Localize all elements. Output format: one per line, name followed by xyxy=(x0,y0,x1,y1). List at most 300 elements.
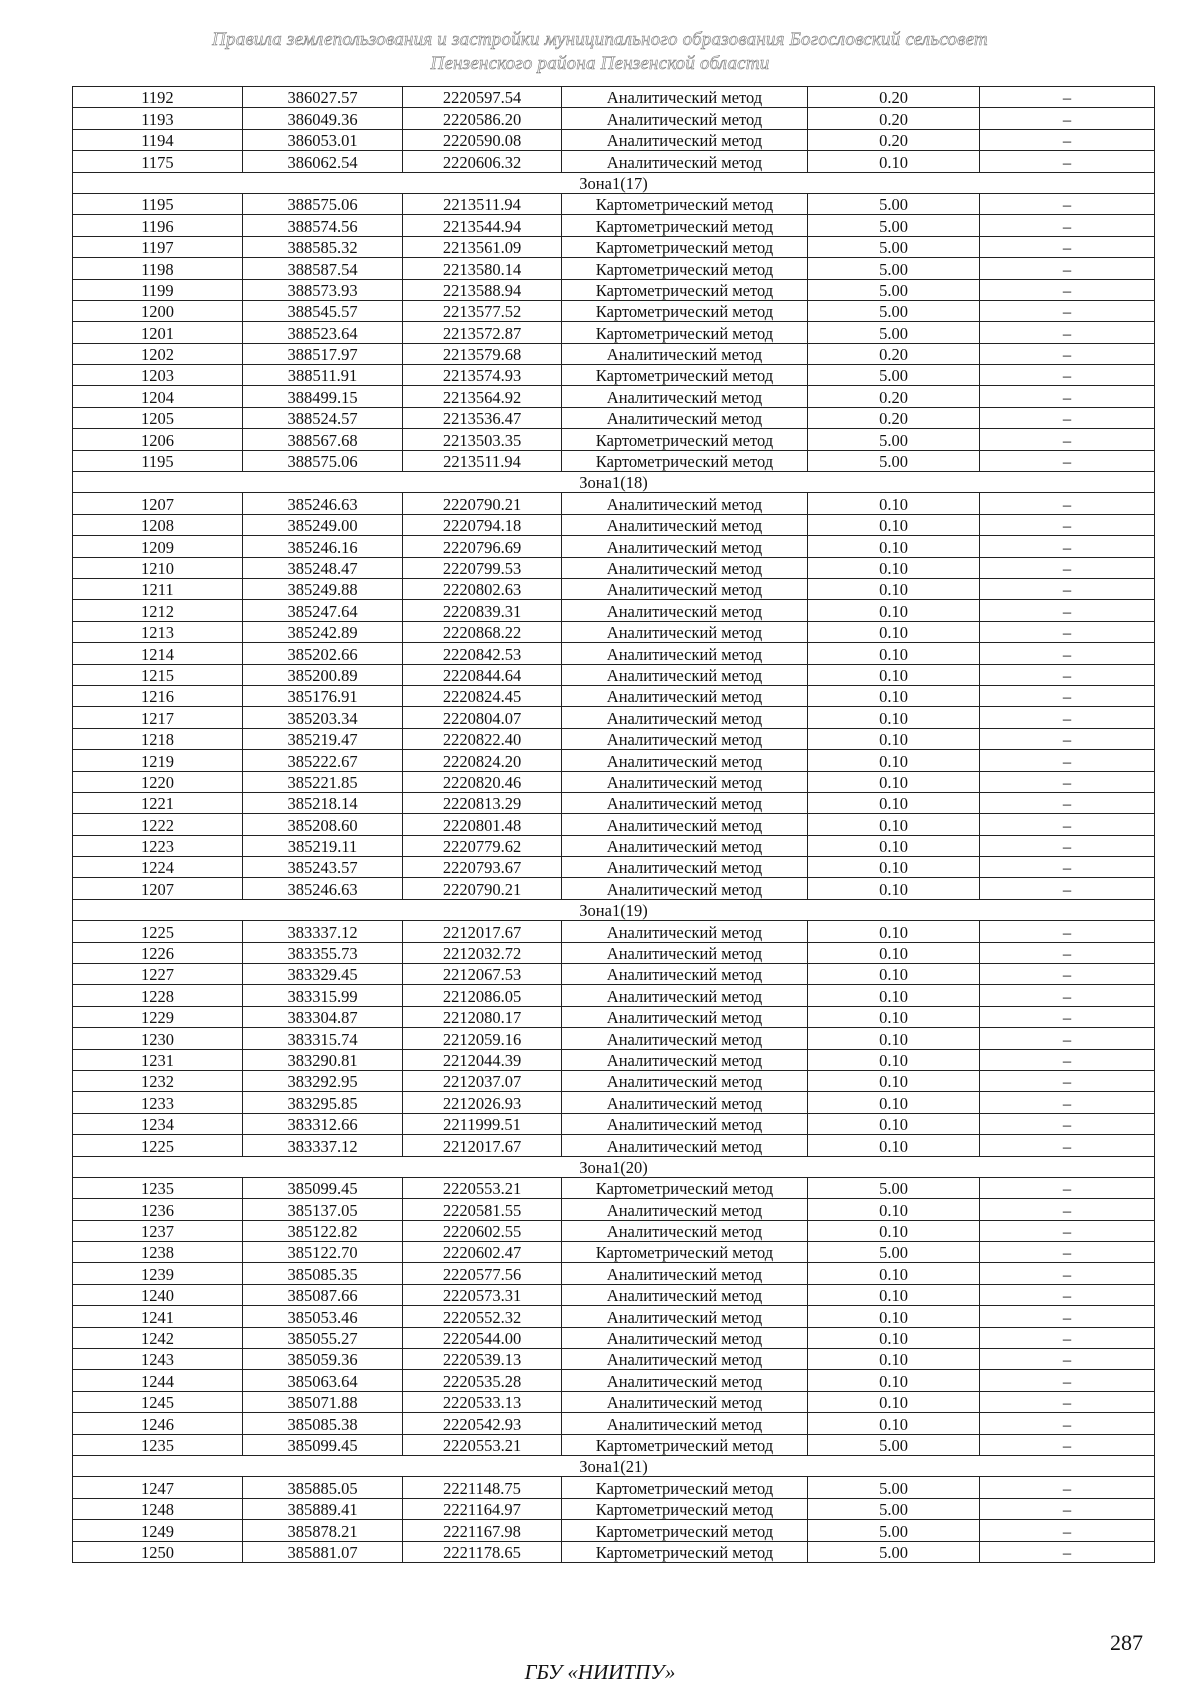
x-coordinate-cell: 388499.15 xyxy=(243,386,403,407)
point-number-cell: 1233 xyxy=(73,1092,243,1113)
accuracy-cell: 0.10 xyxy=(808,621,980,642)
accuracy-cell: 0.20 xyxy=(808,407,980,428)
description-cell: – xyxy=(980,1477,1155,1498)
accuracy-cell: 0.10 xyxy=(808,151,980,172)
y-coordinate-cell: 2220793.67 xyxy=(403,857,562,878)
zone-label: Зона1(17) xyxy=(73,172,1155,193)
x-coordinate-cell: 385249.00 xyxy=(243,514,403,535)
document-header xyxy=(0,28,1200,76)
description-cell: – xyxy=(980,1135,1155,1156)
y-coordinate-cell: 2212037.07 xyxy=(403,1070,562,1091)
y-coordinate-cell: 2220824.20 xyxy=(403,750,562,771)
description-cell: – xyxy=(980,1028,1155,1049)
y-coordinate-cell: 2220573.31 xyxy=(403,1284,562,1305)
accuracy-cell: 5.00 xyxy=(808,258,980,279)
coordinates-table-body xyxy=(73,87,1155,1563)
x-coordinate-cell: 386053.01 xyxy=(243,129,403,150)
x-coordinate-cell: 388523.64 xyxy=(243,322,403,343)
method-cell: Аналитический метод xyxy=(562,621,808,642)
x-coordinate-cell: 385099.45 xyxy=(243,1434,403,1455)
x-coordinate-cell: 383290.81 xyxy=(243,1049,403,1070)
accuracy-cell: 5.00 xyxy=(808,1242,980,1263)
table-row xyxy=(73,386,1155,407)
point-number-cell: 1226 xyxy=(73,942,243,963)
accuracy-cell: 0.10 xyxy=(808,728,980,749)
table-row xyxy=(73,557,1155,578)
description-cell: – xyxy=(980,1349,1155,1370)
method-cell: Картометрический метод xyxy=(562,1434,808,1455)
accuracy-cell: 0.10 xyxy=(808,1263,980,1284)
accuracy-cell: 0.10 xyxy=(808,685,980,706)
accuracy-cell: 0.10 xyxy=(808,750,980,771)
accuracy-cell: 0.20 xyxy=(808,129,980,150)
accuracy-cell: 0.10 xyxy=(808,1220,980,1241)
x-coordinate-cell: 385221.85 xyxy=(243,771,403,792)
x-coordinate-cell: 385219.11 xyxy=(243,835,403,856)
accuracy-cell: 0.10 xyxy=(808,1327,980,1348)
method-cell: Аналитический метод xyxy=(562,386,808,407)
description-cell: – xyxy=(980,942,1155,963)
method-cell: Картометрический метод xyxy=(562,1477,808,1498)
description-cell: – xyxy=(980,878,1155,899)
point-number-cell: 1207 xyxy=(73,493,243,514)
table-row xyxy=(73,1263,1155,1284)
description-cell: – xyxy=(980,814,1155,835)
y-coordinate-cell: 2220799.53 xyxy=(403,557,562,578)
table-row xyxy=(73,322,1155,343)
method-cell: Картометрический метод xyxy=(562,1177,808,1198)
point-number-cell: 1241 xyxy=(73,1306,243,1327)
method-cell: Аналитический метод xyxy=(562,1070,808,1091)
accuracy-cell: 0.10 xyxy=(808,1391,980,1412)
description-cell: – xyxy=(980,1327,1155,1348)
method-cell: Аналитический метод xyxy=(562,921,808,942)
point-number-cell: 1207 xyxy=(73,878,243,899)
y-coordinate-cell: 2220533.13 xyxy=(403,1391,562,1412)
method-cell: Аналитический метод xyxy=(562,536,808,557)
description-cell: – xyxy=(980,514,1155,535)
x-coordinate-cell: 385071.88 xyxy=(243,1391,403,1412)
x-coordinate-cell: 385137.05 xyxy=(243,1199,403,1220)
y-coordinate-cell: 2213511.94 xyxy=(403,193,562,214)
method-cell: Картометрический метод xyxy=(562,258,808,279)
description-cell: – xyxy=(980,1242,1155,1263)
table-row xyxy=(73,621,1155,642)
y-coordinate-cell: 2220602.47 xyxy=(403,1242,562,1263)
table-row xyxy=(73,429,1155,450)
method-cell: Аналитический метод xyxy=(562,1220,808,1241)
description-cell: – xyxy=(980,151,1155,172)
accuracy-cell: 0.10 xyxy=(808,1092,980,1113)
accuracy-cell: 5.00 xyxy=(808,279,980,300)
table-row xyxy=(73,1541,1155,1562)
table-row xyxy=(73,942,1155,963)
description-cell: – xyxy=(980,1049,1155,1070)
description-cell: – xyxy=(980,386,1155,407)
x-coordinate-cell: 383315.99 xyxy=(243,985,403,1006)
accuracy-cell: 0.10 xyxy=(808,878,980,899)
table-row xyxy=(73,921,1155,942)
table-row xyxy=(73,151,1155,172)
method-cell: Аналитический метод xyxy=(562,964,808,985)
x-coordinate-cell: 385122.70 xyxy=(243,1242,403,1263)
y-coordinate-cell: 2212044.39 xyxy=(403,1049,562,1070)
description-cell: – xyxy=(980,1541,1155,1562)
x-coordinate-cell: 388575.06 xyxy=(243,193,403,214)
description-cell: – xyxy=(980,407,1155,428)
method-cell: Аналитический метод xyxy=(562,643,808,664)
description-cell: – xyxy=(980,792,1155,813)
method-cell: Аналитический метод xyxy=(562,942,808,963)
point-number-cell: 1249 xyxy=(73,1520,243,1541)
method-cell: Аналитический метод xyxy=(562,1263,808,1284)
point-number-cell: 1212 xyxy=(73,600,243,621)
table-row xyxy=(73,536,1155,557)
accuracy-cell: 5.00 xyxy=(808,450,980,471)
x-coordinate-cell: 385085.35 xyxy=(243,1263,403,1284)
accuracy-cell: 0.10 xyxy=(808,493,980,514)
method-cell: Картометрический метод xyxy=(562,322,808,343)
x-coordinate-cell: 385122.82 xyxy=(243,1220,403,1241)
x-coordinate-cell: 385249.88 xyxy=(243,578,403,599)
accuracy-cell: 0.20 xyxy=(808,108,980,129)
table-row xyxy=(73,1113,1155,1134)
zone-label: Зона1(20) xyxy=(73,1156,1155,1177)
table-row xyxy=(73,835,1155,856)
method-cell: Аналитический метод xyxy=(562,87,808,108)
y-coordinate-cell: 2213588.94 xyxy=(403,279,562,300)
description-cell: – xyxy=(980,1263,1155,1284)
x-coordinate-cell: 383337.12 xyxy=(243,921,403,942)
x-coordinate-cell: 383312.66 xyxy=(243,1113,403,1134)
method-cell: Аналитический метод xyxy=(562,557,808,578)
description-cell: – xyxy=(980,279,1155,300)
zone-header-row xyxy=(73,472,1155,493)
y-coordinate-cell: 2220552.32 xyxy=(403,1306,562,1327)
x-coordinate-cell: 385053.46 xyxy=(243,1306,403,1327)
accuracy-cell: 0.10 xyxy=(808,857,980,878)
accuracy-cell: 0.10 xyxy=(808,985,980,1006)
x-coordinate-cell: 385246.63 xyxy=(243,878,403,899)
description-cell: – xyxy=(980,921,1155,942)
x-coordinate-cell: 385200.89 xyxy=(243,664,403,685)
description-cell: – xyxy=(980,300,1155,321)
y-coordinate-cell: 2220790.21 xyxy=(403,878,562,899)
x-coordinate-cell: 388524.57 xyxy=(243,407,403,428)
method-cell: Аналитический метод xyxy=(562,814,808,835)
x-coordinate-cell: 386049.36 xyxy=(243,108,403,129)
x-coordinate-cell: 385248.47 xyxy=(243,557,403,578)
x-coordinate-cell: 385208.60 xyxy=(243,814,403,835)
method-cell: Аналитический метод xyxy=(562,1028,808,1049)
description-cell: – xyxy=(980,1113,1155,1134)
y-coordinate-cell: 2221167.98 xyxy=(403,1520,562,1541)
table-row xyxy=(73,193,1155,214)
description-cell: – xyxy=(980,1070,1155,1091)
method-cell: Аналитический метод xyxy=(562,1113,808,1134)
description-cell: – xyxy=(980,728,1155,749)
table-row xyxy=(73,685,1155,706)
table-row xyxy=(73,450,1155,471)
point-number-cell: 1247 xyxy=(73,1477,243,1498)
description-cell: – xyxy=(980,129,1155,150)
y-coordinate-cell: 2213544.94 xyxy=(403,215,562,236)
method-cell: Аналитический метод xyxy=(562,1349,808,1370)
y-coordinate-cell: 2220824.45 xyxy=(403,685,562,706)
table-row xyxy=(73,1220,1155,1241)
table-row xyxy=(73,365,1155,386)
table-row xyxy=(73,1092,1155,1113)
method-cell: Картометрический метод xyxy=(562,193,808,214)
method-cell: Аналитический метод xyxy=(562,1391,808,1412)
point-number-cell: 1225 xyxy=(73,921,243,942)
x-coordinate-cell: 388511.91 xyxy=(243,365,403,386)
point-number-cell: 1206 xyxy=(73,429,243,450)
accuracy-cell: 0.10 xyxy=(808,1413,980,1434)
y-coordinate-cell: 2220577.56 xyxy=(403,1263,562,1284)
point-number-cell: 1235 xyxy=(73,1177,243,1198)
y-coordinate-cell: 2220606.32 xyxy=(403,151,562,172)
y-coordinate-cell: 2220597.54 xyxy=(403,87,562,108)
accuracy-cell: 5.00 xyxy=(808,1434,980,1455)
y-coordinate-cell: 2220544.00 xyxy=(403,1327,562,1348)
x-coordinate-cell: 385099.45 xyxy=(243,1177,403,1198)
y-coordinate-cell: 2213574.93 xyxy=(403,365,562,386)
method-cell: Аналитический метод xyxy=(562,1306,808,1327)
table-row xyxy=(73,707,1155,728)
method-cell: Аналитический метод xyxy=(562,750,808,771)
table-row xyxy=(73,1434,1155,1455)
description-cell: – xyxy=(980,1092,1155,1113)
x-coordinate-cell: 386062.54 xyxy=(243,151,403,172)
y-coordinate-cell: 2221178.65 xyxy=(403,1541,562,1562)
x-coordinate-cell: 388545.57 xyxy=(243,300,403,321)
point-number-cell: 1200 xyxy=(73,300,243,321)
x-coordinate-cell: 385243.57 xyxy=(243,857,403,878)
y-coordinate-cell: 2220801.48 xyxy=(403,814,562,835)
point-number-cell: 1230 xyxy=(73,1028,243,1049)
method-cell: Картометрический метод xyxy=(562,300,808,321)
method-cell: Аналитический метод xyxy=(562,771,808,792)
accuracy-cell: 5.00 xyxy=(808,236,980,257)
description-cell: – xyxy=(980,365,1155,386)
table-row xyxy=(73,236,1155,257)
point-number-cell: 1210 xyxy=(73,557,243,578)
point-number-cell: 1224 xyxy=(73,857,243,878)
y-coordinate-cell: 2220813.29 xyxy=(403,792,562,813)
y-coordinate-cell: 2220790.21 xyxy=(403,493,562,514)
y-coordinate-cell: 2220535.28 xyxy=(403,1370,562,1391)
table-row xyxy=(73,87,1155,108)
point-number-cell: 1238 xyxy=(73,1242,243,1263)
point-number-cell: 1214 xyxy=(73,643,243,664)
table-row xyxy=(73,1284,1155,1305)
y-coordinate-cell: 2220794.18 xyxy=(403,514,562,535)
accuracy-cell: 5.00 xyxy=(808,1541,980,1562)
method-cell: Картометрический метод xyxy=(562,236,808,257)
point-number-cell: 1236 xyxy=(73,1199,243,1220)
point-number-cell: 1242 xyxy=(73,1327,243,1348)
description-cell: – xyxy=(980,857,1155,878)
method-cell: Картометрический метод xyxy=(562,1242,808,1263)
method-cell: Аналитический метод xyxy=(562,1327,808,1348)
y-coordinate-cell: 2220796.69 xyxy=(403,536,562,557)
table-row xyxy=(73,215,1155,236)
table-row xyxy=(73,1327,1155,1348)
accuracy-cell: 0.20 xyxy=(808,343,980,364)
x-coordinate-cell: 385242.89 xyxy=(243,621,403,642)
accuracy-cell: 0.10 xyxy=(808,1070,980,1091)
table-row xyxy=(73,964,1155,985)
y-coordinate-cell: 2212067.53 xyxy=(403,964,562,985)
point-number-cell: 1221 xyxy=(73,792,243,813)
table-row xyxy=(73,1370,1155,1391)
point-number-cell: 1194 xyxy=(73,129,243,150)
description-cell: – xyxy=(980,1370,1155,1391)
point-number-cell: 1245 xyxy=(73,1391,243,1412)
table-row xyxy=(73,664,1155,685)
x-coordinate-cell: 383292.95 xyxy=(243,1070,403,1091)
accuracy-cell: 0.10 xyxy=(808,514,980,535)
x-coordinate-cell: 383355.73 xyxy=(243,942,403,963)
description-cell: – xyxy=(980,750,1155,771)
method-cell: Аналитический метод xyxy=(562,1370,808,1391)
point-number-cell: 1217 xyxy=(73,707,243,728)
method-cell: Аналитический метод xyxy=(562,1135,808,1156)
table-row xyxy=(73,1477,1155,1498)
description-cell: – xyxy=(980,493,1155,514)
description-cell: – xyxy=(980,108,1155,129)
y-coordinate-cell: 2213577.52 xyxy=(403,300,562,321)
method-cell: Аналитический метод xyxy=(562,1284,808,1305)
x-coordinate-cell: 383337.12 xyxy=(243,1135,403,1156)
description-cell: – xyxy=(980,835,1155,856)
point-number-cell: 1232 xyxy=(73,1070,243,1091)
point-number-cell: 1227 xyxy=(73,964,243,985)
x-coordinate-cell: 385055.27 xyxy=(243,1327,403,1348)
table-row xyxy=(73,1349,1155,1370)
y-coordinate-cell: 2220822.40 xyxy=(403,728,562,749)
point-number-cell: 1248 xyxy=(73,1498,243,1519)
table-row xyxy=(73,108,1155,129)
x-coordinate-cell: 386027.57 xyxy=(243,87,403,108)
point-number-cell: 1222 xyxy=(73,814,243,835)
y-coordinate-cell: 2212080.17 xyxy=(403,1006,562,1027)
description-cell: – xyxy=(980,215,1155,236)
x-coordinate-cell: 388517.97 xyxy=(243,343,403,364)
zone-header-row xyxy=(73,899,1155,920)
y-coordinate-cell: 2220802.63 xyxy=(403,578,562,599)
x-coordinate-cell: 383304.87 xyxy=(243,1006,403,1027)
y-coordinate-cell: 2213511.94 xyxy=(403,450,562,471)
method-cell: Картометрический метод xyxy=(562,1498,808,1519)
description-cell: – xyxy=(980,1006,1155,1027)
description-cell: – xyxy=(980,236,1155,257)
x-coordinate-cell: 385246.63 xyxy=(243,493,403,514)
description-cell: – xyxy=(980,429,1155,450)
x-coordinate-cell: 385885.05 xyxy=(243,1477,403,1498)
table-row xyxy=(73,1498,1155,1519)
point-number-cell: 1202 xyxy=(73,343,243,364)
zone-header-row xyxy=(73,172,1155,193)
accuracy-cell: 0.10 xyxy=(808,1135,980,1156)
y-coordinate-cell: 2213579.68 xyxy=(403,343,562,364)
point-number-cell: 1223 xyxy=(73,835,243,856)
description-cell: – xyxy=(980,322,1155,343)
y-coordinate-cell: 2220779.62 xyxy=(403,835,562,856)
point-number-cell: 1239 xyxy=(73,1263,243,1284)
method-cell: Аналитический метод xyxy=(562,792,808,813)
method-cell: Аналитический метод xyxy=(562,664,808,685)
description-cell: – xyxy=(980,578,1155,599)
method-cell: Аналитический метод xyxy=(562,343,808,364)
method-cell: Картометрический метод xyxy=(562,215,808,236)
x-coordinate-cell: 383295.85 xyxy=(243,1092,403,1113)
y-coordinate-cell: 2220868.22 xyxy=(403,621,562,642)
table-row xyxy=(73,728,1155,749)
description-cell: – xyxy=(980,1284,1155,1305)
description-cell: – xyxy=(980,1220,1155,1241)
y-coordinate-cell: 2220804.07 xyxy=(403,707,562,728)
point-number-cell: 1175 xyxy=(73,151,243,172)
accuracy-cell: 5.00 xyxy=(808,1477,980,1498)
method-cell: Аналитический метод xyxy=(562,1006,808,1027)
accuracy-cell: 0.20 xyxy=(808,87,980,108)
x-coordinate-cell: 385087.66 xyxy=(243,1284,403,1305)
y-coordinate-cell: 2213503.35 xyxy=(403,429,562,450)
x-coordinate-cell: 385222.67 xyxy=(243,750,403,771)
table-row xyxy=(73,643,1155,664)
method-cell: Картометрический метод xyxy=(562,1520,808,1541)
accuracy-cell: 0.10 xyxy=(808,1006,980,1027)
accuracy-cell: 0.10 xyxy=(808,835,980,856)
point-number-cell: 1211 xyxy=(73,578,243,599)
y-coordinate-cell: 2212086.05 xyxy=(403,985,562,1006)
x-coordinate-cell: 385881.07 xyxy=(243,1541,403,1562)
description-cell: – xyxy=(980,1391,1155,1412)
header-line-2: Пензенского района Пензенской области xyxy=(430,53,770,74)
method-cell: Аналитический метод xyxy=(562,578,808,599)
table-row xyxy=(73,343,1155,364)
page-number: 287 xyxy=(1110,1630,1143,1655)
accuracy-cell: 0.10 xyxy=(808,1028,980,1049)
y-coordinate-cell: 2220820.46 xyxy=(403,771,562,792)
accuracy-cell: 0.10 xyxy=(808,1049,980,1070)
x-coordinate-cell: 385878.21 xyxy=(243,1520,403,1541)
table-row xyxy=(73,878,1155,899)
accuracy-cell: 0.10 xyxy=(808,921,980,942)
zone-header-row xyxy=(73,1156,1155,1177)
point-number-cell: 1192 xyxy=(73,87,243,108)
table-row xyxy=(73,771,1155,792)
x-coordinate-cell: 388573.93 xyxy=(243,279,403,300)
description-cell: – xyxy=(980,685,1155,706)
point-number-cell: 1225 xyxy=(73,1135,243,1156)
method-cell: Аналитический метод xyxy=(562,985,808,1006)
x-coordinate-cell: 385219.47 xyxy=(243,728,403,749)
point-number-cell: 1216 xyxy=(73,685,243,706)
x-coordinate-cell: 385085.38 xyxy=(243,1413,403,1434)
y-coordinate-cell: 2220539.13 xyxy=(403,1349,562,1370)
x-coordinate-cell: 385063.64 xyxy=(243,1370,403,1391)
table-row xyxy=(73,1306,1155,1327)
method-cell: Аналитический метод xyxy=(562,514,808,535)
table-row xyxy=(73,1177,1155,1198)
accuracy-cell: 0.10 xyxy=(808,814,980,835)
description-cell: – xyxy=(980,985,1155,1006)
accuracy-cell: 0.10 xyxy=(808,1284,980,1305)
point-number-cell: 1195 xyxy=(73,450,243,471)
